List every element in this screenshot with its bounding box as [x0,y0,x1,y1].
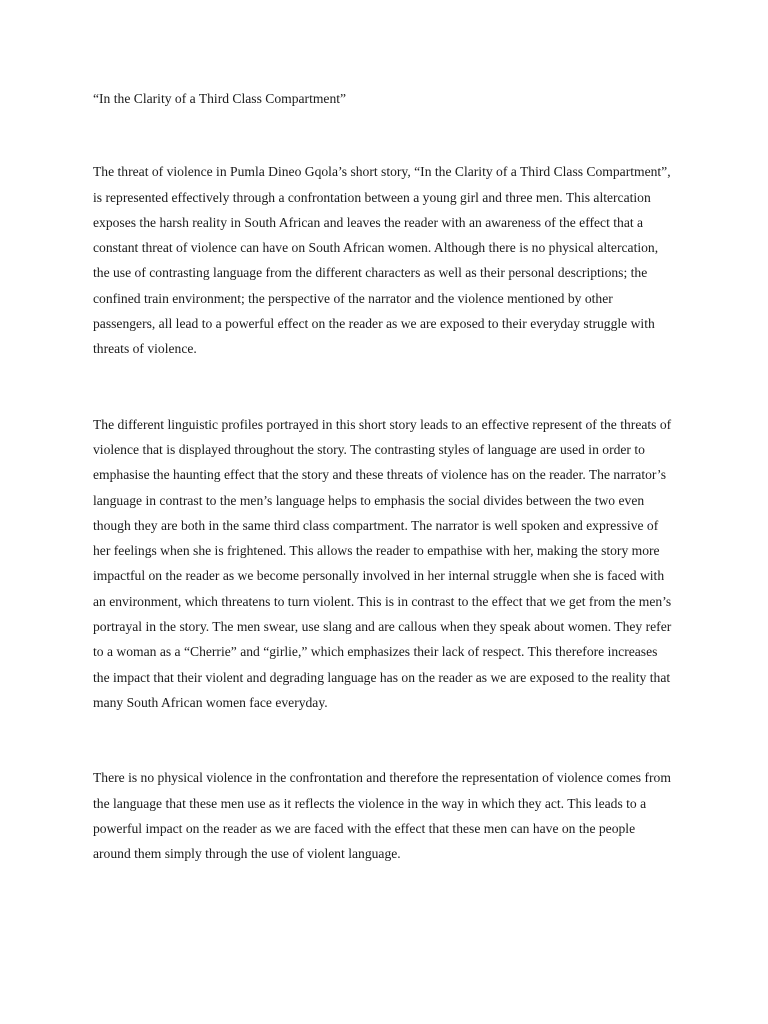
paragraph-linguistic-profiles: The different linguistic profiles portrayed in this short story leads to an effective represent of the threats of violence that is displayed throughout the story. The contrasting styles of language are used in order to emphasise the haunting effect that the story and these threats of violence has on the reader. The narrator’s language in contrast to the men’s language helps to emphasis the social divides between the two even though they are both in the same third class compartment. The narrator is well spoken and expressive of her feelings when she is frightened. This allows the reader to empathise with her, making the story more impactful on the reader as we become personally involved in her internal struggle when she is faced with an environment, which threatens to turn violent. This is in contrast to the effect that we get from the men’s portrayal in the story. The men swear, use slang and are callous when they speak about women. They refer to a woman as a “Cherrie” and “girlie,” which emphasizes their lack of respect. This therefore increases the impact that their violent and degrading language has on the reader as we are exposed to the reality that many South African women face everyday. [93,416,672,710]
paragraph-intro: The threat of violence in Pumla Dineo Gqola’s short story, “In the Clarity of a Third Class Compartment”, is represented effectively through a confrontation between a young girl and three men. This altercation exposes the harsh reality in South African and leaves the reader with an awareness of the effect that a constant threat of violence can have on South African women. Although there is no physical altercation, the use of contrasting language from the different characters as well as their personal descriptions; the confined train environment; the perspective of the narrator and the violence mentioned by other passengers, all lead to a powerful effect on the reader as we are exposed to their everyday struggle with threats of violence. [93,164,671,357]
document-title: “In the Clarity of a Third Class Compartment” [93,91,347,106]
paragraph-physical-violence: There is no physical violence in the confrontation and therefore the representation of violence comes from the language that these men use as it reflects the violence in the way in which they act. This leads to a powerful impact on the reader as we are faced with the effect that these men can have on the people around them simply through the use of violent language. [93,770,671,862]
document-body [93,86,675,866]
